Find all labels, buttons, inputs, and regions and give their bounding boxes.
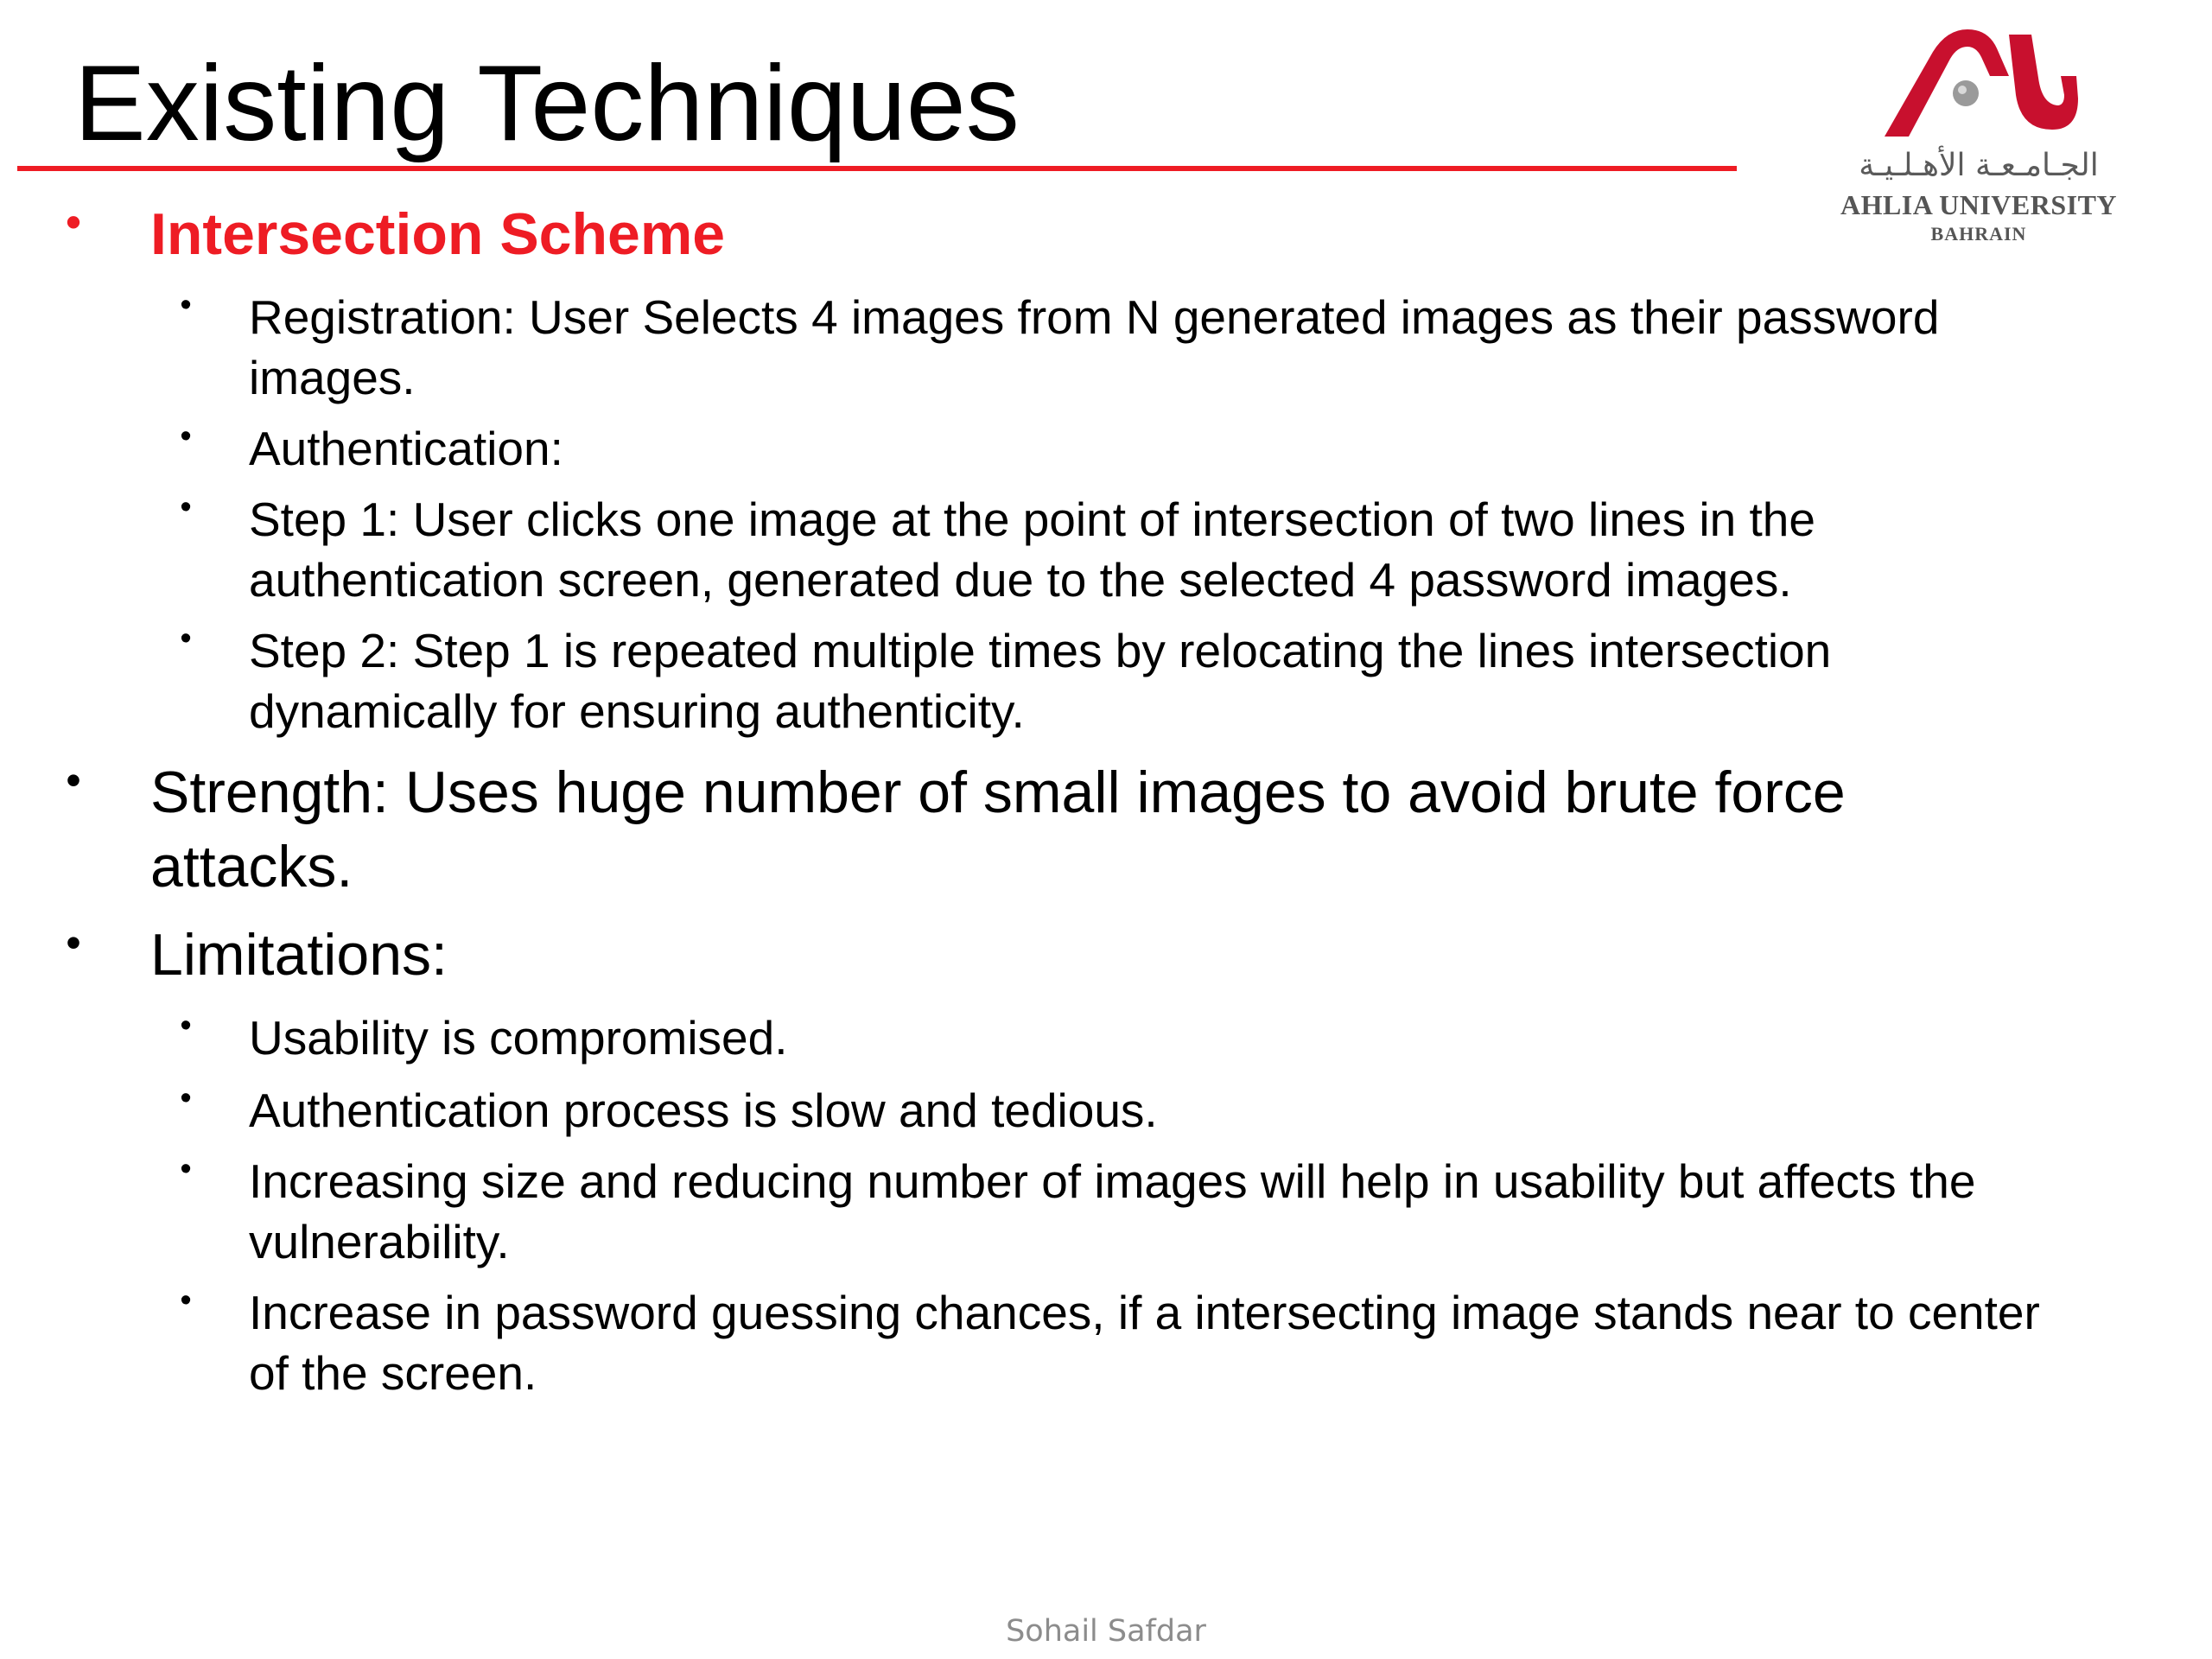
bullet-text: Registration: User Selects 4 images from N generated images as their password images. [249, 290, 1940, 404]
logo-subtitle: BAHRAIN [1930, 223, 2027, 245]
bullet-text: Limitations: [150, 922, 448, 988]
bullet-text: Step 2: Step 1 is repeated multiple times by relocating the lines intersection dynamically for ensuring authenticity. [249, 624, 1832, 738]
logo-arabic-text: الجـامـعـة الأهـلـيـة [1859, 148, 2099, 183]
bullet-marker: • [180, 620, 192, 657]
slide-footer: Sohail Safdar [1006, 1614, 1206, 1649]
bullet-marker: • [180, 1080, 192, 1116]
bullet-marker: • [180, 287, 192, 323]
bullet-text: Usability is compromised. [249, 1011, 788, 1065]
bullet-marker: • [180, 1282, 192, 1319]
bullet-text: Increasing size and reducing number of images will help in usability but affects the vulnerability. [249, 1154, 1976, 1268]
bullet-marker: • [180, 1007, 192, 1044]
bullet-text: Increase in password guessing chances, if a intersecting image stands near to center of the screen. [249, 1286, 2040, 1400]
bullet-text: Authentication: [249, 422, 563, 475]
bullet-marker: • [180, 489, 192, 525]
bullet-marker: • [66, 198, 81, 246]
bullet-marker: • [66, 918, 81, 967]
bullet-marker: • [180, 418, 192, 454]
bullet-marker: • [66, 756, 81, 804]
bullet-text: Step 1: User clicks one image at the point of intersection of two lines in the authentication screen, generated due to the selected 4 password images. [249, 493, 1815, 607]
logo-english-text: AHLIA UNIVERSITY [1840, 189, 2118, 220]
bullet-text: Authentication process is slow and tedious. [249, 1084, 1158, 1137]
ahlia-university-logo-mark-icon [1879, 26, 2078, 143]
title-underline [17, 166, 1737, 171]
bullet-text: Intersection Scheme [150, 201, 726, 267]
bullet-marker: • [180, 1151, 192, 1187]
bullet-text: Strength: Uses huge number of small images to avoid brute force attacks. [150, 760, 1846, 899]
slide-title: Existing Techniques [74, 44, 1020, 163]
